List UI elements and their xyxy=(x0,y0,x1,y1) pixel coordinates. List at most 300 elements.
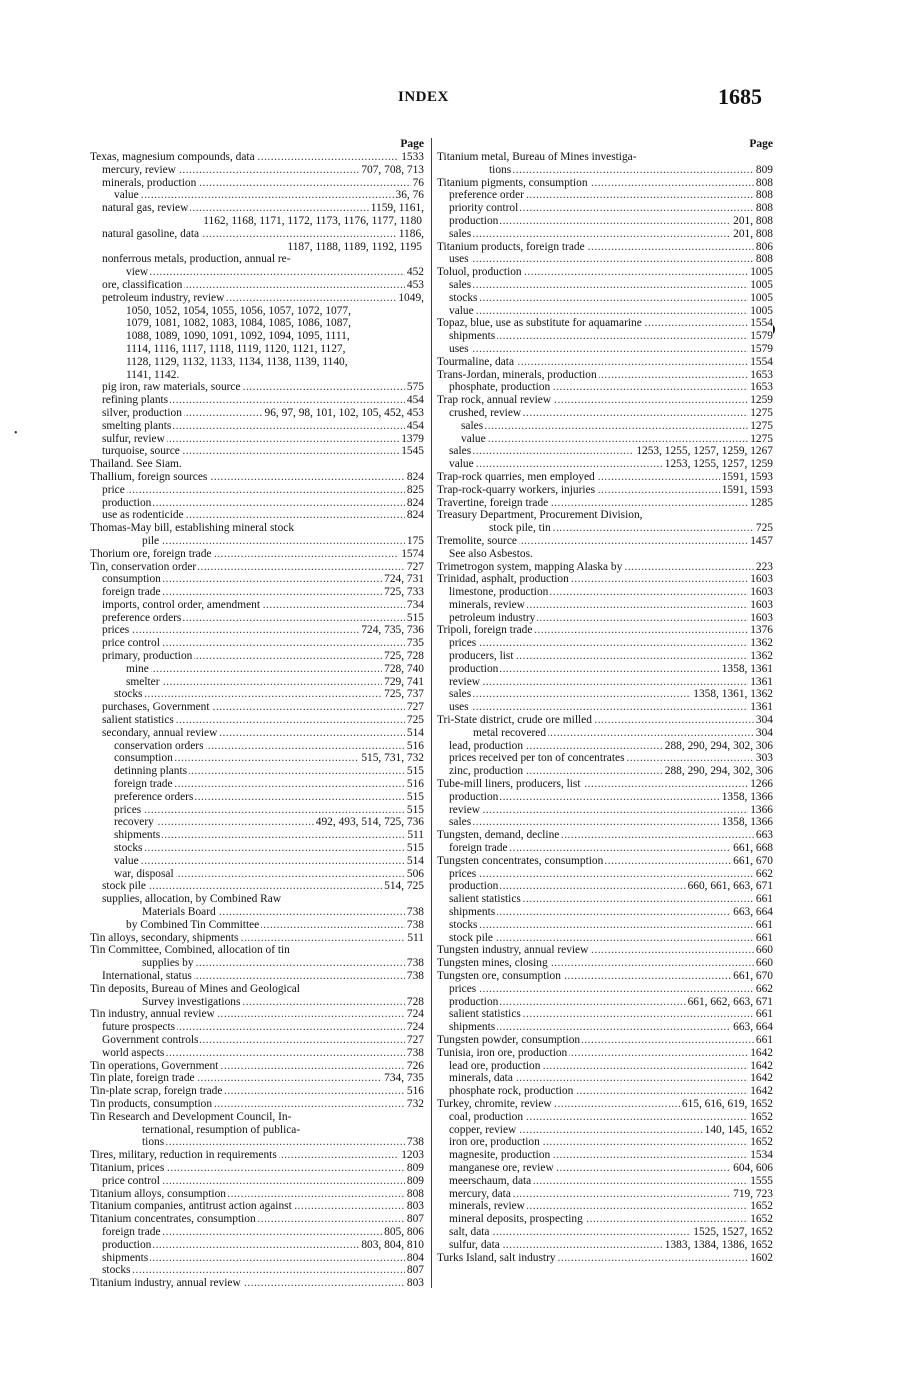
entry-term: turquoise, source xyxy=(102,445,180,458)
entry-term: See also Asbestos. xyxy=(449,547,533,560)
index-entry xyxy=(437,573,773,586)
entry-term: Trans-Jordan, minerals, production xyxy=(437,368,597,381)
index-entry xyxy=(90,458,424,471)
index-entry xyxy=(90,420,424,433)
entry-term: value xyxy=(114,189,139,202)
entry-term: prices xyxy=(449,982,477,995)
entry-term: Travertine, foreign trade xyxy=(437,496,549,509)
entry-page-refs: 1602 xyxy=(750,1251,773,1264)
entry-term: production xyxy=(102,496,152,509)
index-entry xyxy=(90,637,424,650)
entry-term: Thomas-May bill, establishing mineral stock xyxy=(90,522,295,535)
index-entry xyxy=(437,471,773,484)
entry-term: Titanium metal, Bureau of Mines investiga- xyxy=(437,151,637,163)
index-entry xyxy=(437,369,773,382)
entry-term: Trap-rock quarries, men employed xyxy=(437,470,595,483)
entry-page-refs: 661 xyxy=(755,893,773,906)
entry-term: price xyxy=(102,483,125,496)
entry-page-refs: 724 xyxy=(406,1008,424,1021)
entry-term: salient statistics xyxy=(102,714,174,727)
index-entry xyxy=(90,317,424,330)
index-entry xyxy=(90,624,424,637)
entry-page-refs: 1005 xyxy=(750,291,773,304)
index-entry xyxy=(437,880,773,893)
entry-term: crushed, review xyxy=(449,406,522,419)
entry-term: sales xyxy=(461,419,484,432)
index-entry xyxy=(90,932,424,945)
entry-term: future prospects xyxy=(102,1021,176,1034)
index-entry xyxy=(437,676,773,689)
entry-page-refs: 1534 xyxy=(750,1149,773,1162)
index-entry xyxy=(437,842,773,855)
entry-term: shipments xyxy=(449,906,496,919)
entry-page-refs: 738 xyxy=(406,957,424,970)
entry-page-refs: 1653 xyxy=(750,381,773,394)
entry-page-refs: 728, 740 xyxy=(384,662,424,675)
index-entry xyxy=(90,228,424,241)
entry-term: supplies, allocation, by Combined Raw xyxy=(102,893,282,906)
index-entry xyxy=(90,1175,424,1188)
entry-term: phosphate, production xyxy=(449,381,551,394)
entry-page-refs: 201, 808 xyxy=(733,214,773,227)
entry-term: primary, production xyxy=(102,650,193,663)
entry-term: stocks xyxy=(449,918,478,931)
entry-term: refining plants xyxy=(102,394,169,407)
entry-term: Toluol, production xyxy=(437,266,522,279)
index-entry xyxy=(90,573,424,586)
entry-page-refs: 1253, 1255, 1257, 1259 xyxy=(664,458,773,471)
entry-term: natural gas, review xyxy=(102,202,189,215)
index-entry xyxy=(90,791,424,804)
entry-page-refs: 738 xyxy=(406,1136,424,1149)
index-entry xyxy=(90,164,424,177)
entry-page-refs: 824 xyxy=(406,509,424,522)
index-entry xyxy=(437,868,773,881)
index-entry xyxy=(90,330,424,343)
entry-term: Tin-plate scrap, foreign trade xyxy=(90,1085,223,1098)
left-index-column xyxy=(90,137,424,1290)
column-divider xyxy=(431,138,432,1288)
index-entry xyxy=(90,407,424,420)
entry-term: Tires, military, reduction in requirements xyxy=(90,1149,277,1162)
index-entry xyxy=(437,944,773,957)
index-entry xyxy=(90,1149,424,1162)
index-entry xyxy=(90,599,424,612)
entry-term: Tin industry, annual review xyxy=(90,1008,215,1021)
index-entry xyxy=(90,1021,424,1034)
entry-page-refs: 725, 733 xyxy=(384,586,424,599)
entry-page-refs: 1533 xyxy=(401,151,424,163)
entry-term: production xyxy=(449,214,499,227)
index-entry xyxy=(437,637,773,650)
entry-term: foreign trade xyxy=(102,1225,161,1238)
index-entry xyxy=(90,880,424,893)
index-entry xyxy=(437,330,773,343)
entry-term: 1187, 1188, 1189, 1192, 1195 xyxy=(287,240,422,253)
entry-term: production xyxy=(449,662,499,675)
entry-page-refs: 1259 xyxy=(750,394,773,407)
entry-term: Tin operations, Government xyxy=(90,1059,219,1072)
entry-term: Tourmaline, data xyxy=(437,355,515,368)
index-entry xyxy=(90,189,424,202)
entry-term: stock pile xyxy=(102,880,146,893)
entry-term: Tunisia, iron ore, production xyxy=(437,1046,568,1059)
index-entry xyxy=(90,804,424,817)
entry-page-refs: 511 xyxy=(407,829,424,842)
entry-page-refs: 724, 735, 736 xyxy=(361,624,424,637)
entry-term: ore, classification xyxy=(102,278,183,291)
entry-page-refs: 223 xyxy=(755,560,773,573)
entry-term: price control xyxy=(102,637,160,650)
page-title: INDEX xyxy=(398,89,449,105)
entry-page-refs: 1525, 1527, 1652 xyxy=(693,1225,773,1238)
index-entry xyxy=(437,317,773,330)
entry-page-refs: 1379 xyxy=(401,432,424,445)
entry-term: pig iron, raw materials, source xyxy=(102,381,241,394)
entry-page-refs: 1275 xyxy=(750,432,773,445)
entry-page-refs: 1376 xyxy=(750,624,773,637)
entry-term: Tin plate, foreign trade xyxy=(90,1072,195,1085)
entry-term: Tri-State district, crude ore milled xyxy=(437,714,592,727)
entry-term: iron ore, production xyxy=(449,1136,540,1149)
entry-term: foreign trade xyxy=(114,778,173,791)
entry-page-refs: 1652 xyxy=(750,1136,773,1149)
entry-term: recovery xyxy=(114,816,154,829)
entry-term: uses xyxy=(449,701,469,714)
index-entry xyxy=(90,612,424,625)
entry-term: natural gasoline, data xyxy=(102,227,200,240)
index-entry xyxy=(437,1124,773,1137)
entry-page-refs: 304 xyxy=(755,714,773,727)
entry-term: smelter xyxy=(126,675,160,688)
entry-term: preference order xyxy=(449,189,524,202)
entry-page-refs: 515 xyxy=(406,611,424,624)
index-entry xyxy=(90,970,424,983)
entry-page-refs: 661 xyxy=(755,918,773,931)
entry-page-refs: 492, 493, 514, 725, 736 xyxy=(315,816,424,829)
entry-page-refs: 808 xyxy=(755,202,773,215)
index-entry xyxy=(90,445,424,458)
entry-term: world aspects xyxy=(102,1046,165,1059)
entry-term: 1162, 1168, 1171, 1172, 1173, 1176, 1177, 1180 xyxy=(203,214,422,227)
index-entry xyxy=(90,561,424,574)
entry-page-refs: 304 xyxy=(755,726,773,739)
index-entry xyxy=(437,202,773,215)
entry-page-refs: 1203 xyxy=(401,1149,424,1162)
index-entry xyxy=(90,855,424,868)
index-entry xyxy=(437,893,773,906)
index-entry xyxy=(437,497,773,510)
entry-page-refs: 1642 xyxy=(750,1046,773,1059)
entry-page-refs: 604, 606 xyxy=(733,1161,773,1174)
entry-term: Survey investigations xyxy=(142,995,241,1008)
entry-page-refs: 738 xyxy=(406,918,424,931)
entry-term: Thallium, foreign sources xyxy=(90,470,208,483)
entry-term: shipments xyxy=(114,829,161,842)
index-entry xyxy=(90,919,424,932)
index-entry xyxy=(437,484,773,497)
entry-term: Turks Island, salt industry xyxy=(437,1251,556,1264)
entry-term: Tripoli, foreign trade xyxy=(437,624,533,637)
entry-page-refs: 1005 xyxy=(750,278,773,291)
entry-page-refs: 76 xyxy=(412,176,424,189)
entry-page-refs: 1652 xyxy=(750,1213,773,1226)
entry-page-refs: 515 xyxy=(406,842,424,855)
entry-page-refs: 1652 xyxy=(750,1110,773,1123)
entry-term: by Combined Tin Committee xyxy=(126,918,260,931)
entry-page-refs: 707, 708, 713 xyxy=(361,163,424,176)
index-entry xyxy=(437,343,773,356)
index-entry xyxy=(437,932,773,945)
entry-term: Texas, magnesium compounds, data xyxy=(90,151,255,163)
index-entry xyxy=(90,1252,424,1265)
index-entry xyxy=(437,919,773,932)
entry-page-refs: 1554 xyxy=(750,355,773,368)
entry-page-refs: 452 xyxy=(406,266,424,279)
entry-page-refs: 724 xyxy=(406,1021,424,1034)
index-entry xyxy=(90,816,424,829)
index-entry xyxy=(90,1264,424,1277)
entry-page-refs: 734 xyxy=(406,598,424,611)
entry-page-refs: 726 xyxy=(406,1059,424,1072)
entry-term: war, disposal xyxy=(114,867,174,880)
entry-page-refs: 1358, 1366 xyxy=(721,816,773,829)
entry-term: sales xyxy=(449,227,472,240)
entry-page-refs: 824 xyxy=(406,470,424,483)
entry-term: Tungsten mines, closing xyxy=(437,957,548,970)
entry-page-refs: 1545 xyxy=(401,445,424,458)
index-entry xyxy=(90,944,424,957)
index-entry xyxy=(90,253,424,266)
index-entry xyxy=(90,279,424,292)
index-entry xyxy=(437,151,773,164)
index-entry xyxy=(90,522,424,535)
entry-page-refs: 661, 662, 663, 671 xyxy=(687,995,773,1008)
entry-term: Titanium alloys, consumption xyxy=(90,1187,226,1200)
entry-term: shipments xyxy=(449,1021,496,1034)
index-entry xyxy=(437,612,773,625)
entry-term: meerschaum, data xyxy=(449,1174,532,1187)
entry-term: sulfur, review xyxy=(102,432,165,445)
entry-page-refs: 1603 xyxy=(750,573,773,586)
index-entry xyxy=(437,1188,773,1201)
index-entry xyxy=(437,1200,773,1213)
index-entry xyxy=(437,740,773,753)
index-entry xyxy=(90,381,424,394)
index-entry xyxy=(90,292,424,305)
entry-term: salient statistics xyxy=(449,893,521,906)
entry-page-refs: 806 xyxy=(755,240,773,253)
entry-term: prices xyxy=(449,637,477,650)
index-entry xyxy=(437,1213,773,1226)
index-entry xyxy=(437,1085,773,1098)
entry-term: salient statistics xyxy=(449,1008,521,1021)
index-entry xyxy=(437,356,773,369)
entry-page-refs: 661 xyxy=(755,931,773,944)
index-entry xyxy=(90,266,424,279)
index-entry xyxy=(90,1060,424,1073)
entry-term: purchases, Government xyxy=(102,701,210,714)
index-entry xyxy=(437,765,773,778)
entry-page-refs: 732 xyxy=(406,1097,424,1110)
index-entry xyxy=(90,1213,424,1226)
index-entry xyxy=(437,983,773,996)
index-entry xyxy=(437,1008,773,1021)
entry-page-refs: 724, 731 xyxy=(384,573,424,586)
entry-page-refs: 803 xyxy=(406,1277,424,1290)
index-entry xyxy=(90,727,424,740)
index-entry xyxy=(90,433,424,446)
index-entry xyxy=(437,509,773,522)
index-entry xyxy=(437,624,773,637)
index-entry xyxy=(437,727,773,740)
entry-term: uses xyxy=(449,253,469,266)
entry-term: Materials Board xyxy=(142,906,216,919)
entry-term: stocks xyxy=(102,1264,131,1277)
entry-term: Trinidad, asphalt, production xyxy=(437,573,569,586)
entry-term: petroleum industry xyxy=(449,611,536,624)
index-entry xyxy=(90,1200,424,1213)
index-entry xyxy=(437,816,773,829)
index-entry xyxy=(437,215,773,228)
index-entry xyxy=(90,202,424,215)
entry-page-refs: 1186, xyxy=(398,227,424,240)
entry-page-refs: 727 xyxy=(406,701,424,714)
index-entry xyxy=(437,1162,773,1175)
index-entry xyxy=(437,855,773,868)
index-entry xyxy=(437,650,773,663)
entry-term: 1128, 1129, 1132, 1133, 1134, 1138, 1139, 1140, xyxy=(126,355,348,368)
entry-page-refs: 1603 xyxy=(750,598,773,611)
index-entry xyxy=(90,688,424,701)
entry-term: stock pile, tin xyxy=(489,522,551,535)
index-entry xyxy=(437,266,773,279)
entry-page-refs: 1366 xyxy=(750,803,773,816)
entry-page-refs: 1603 xyxy=(750,611,773,624)
entry-page-refs: 514, 725 xyxy=(384,880,424,893)
entry-term: International, status xyxy=(102,970,192,982)
entry-page-refs: 803 xyxy=(406,1200,424,1213)
index-entry xyxy=(437,1226,773,1239)
entry-page-refs: 663 xyxy=(755,829,773,842)
entry-term: Titanium concentrates, consumption xyxy=(90,1213,256,1226)
index-entry xyxy=(90,356,424,369)
index-entry xyxy=(437,970,773,983)
entry-page-refs: 727 xyxy=(406,1033,424,1046)
entry-page-refs: 615, 616, 619, 1652 xyxy=(681,1097,773,1110)
entry-term: preference orders xyxy=(114,790,194,803)
entry-page-refs: 824 xyxy=(406,496,424,509)
entry-term: view xyxy=(126,266,149,279)
entry-page-refs: 662 xyxy=(755,982,773,995)
entry-term: Titanium, prices xyxy=(90,1161,165,1174)
index-entry xyxy=(90,829,424,842)
index-entry xyxy=(90,983,424,996)
entry-page-refs: 738 xyxy=(406,906,424,919)
entry-page-refs: 1579 xyxy=(750,330,773,343)
index-entry xyxy=(437,407,773,420)
index-entry xyxy=(90,1111,424,1124)
entry-term: Government controls xyxy=(102,1033,199,1046)
entry-term: Tremolite, source xyxy=(437,534,517,547)
entry-page-refs: 288, 290, 294, 302, 306 xyxy=(664,739,773,752)
entry-term: preference orders xyxy=(102,611,182,624)
entry-term: smelting plants xyxy=(102,419,172,432)
entry-page-refs: 728 xyxy=(406,995,424,1008)
entry-term: Trap rock, annual review xyxy=(437,394,552,407)
entry-term: silver, production xyxy=(102,406,182,419)
entry-page-refs: 1361 xyxy=(750,701,773,714)
entry-page-refs: 516 xyxy=(406,739,424,752)
entry-term: stocks xyxy=(449,291,478,304)
entry-page-refs: 809 xyxy=(755,163,773,176)
page-column-label: Page xyxy=(400,138,424,150)
entry-page-refs: 725 xyxy=(406,714,424,727)
stray-mark: • xyxy=(14,428,18,439)
index-entry xyxy=(90,497,424,510)
entry-page-refs: 1555 xyxy=(750,1174,773,1187)
index-entry xyxy=(90,1047,424,1060)
index-entry xyxy=(437,445,773,458)
index-entry xyxy=(437,1175,773,1188)
index-entry xyxy=(437,829,773,842)
entry-page-refs: 805, 806 xyxy=(384,1225,424,1238)
entry-term: 1141, 1142. xyxy=(126,368,180,381)
entry-term: Tin Research and Development Council, In- xyxy=(90,1110,292,1123)
index-entry xyxy=(437,586,773,599)
entry-term: limestone, production xyxy=(449,586,549,599)
index-entry xyxy=(90,1034,424,1047)
right-index-column xyxy=(437,137,773,1264)
index-entry xyxy=(90,996,424,1009)
index-entry xyxy=(437,420,773,433)
index-entry xyxy=(437,1021,773,1034)
entry-term: shipments xyxy=(102,1251,149,1264)
index-entry xyxy=(437,996,773,1009)
entry-term: consumption xyxy=(114,752,173,765)
index-entry xyxy=(437,458,773,471)
entry-page-refs: 738 xyxy=(406,1046,424,1059)
index-entry xyxy=(90,241,424,254)
entry-page-refs: 738 xyxy=(406,970,424,982)
entry-term: mercury, data xyxy=(449,1187,511,1200)
index-entry xyxy=(437,1111,773,1124)
index-entry xyxy=(437,599,773,612)
index-entry xyxy=(90,1085,424,1098)
index-entry xyxy=(437,1047,773,1060)
entry-page-refs: 516 xyxy=(406,1085,424,1098)
entry-term: Topaz, blue, use as substitute for aquamarine xyxy=(437,317,642,330)
entry-page-refs: 809 xyxy=(406,1161,424,1174)
index-entry xyxy=(437,433,773,446)
entry-term: sales xyxy=(449,688,472,701)
entry-page-refs: 804 xyxy=(406,1251,424,1264)
index-entries-left xyxy=(90,151,424,1290)
entry-term: Titanium companies, antitrust action against xyxy=(90,1200,292,1213)
index-entry xyxy=(90,778,424,791)
index-entry xyxy=(437,177,773,190)
entry-page-refs: 719, 723 xyxy=(733,1187,773,1200)
entry-term: value xyxy=(449,304,474,317)
index-entry xyxy=(437,663,773,676)
entry-term: pile xyxy=(142,534,160,547)
entry-page-refs: 1603 xyxy=(750,586,773,599)
entry-page-refs: 1285 xyxy=(750,496,773,509)
entry-term: copper, review xyxy=(449,1123,517,1136)
entry-page-refs: 1653 xyxy=(750,368,773,381)
index-entry xyxy=(437,522,773,535)
index-entry xyxy=(437,279,773,292)
